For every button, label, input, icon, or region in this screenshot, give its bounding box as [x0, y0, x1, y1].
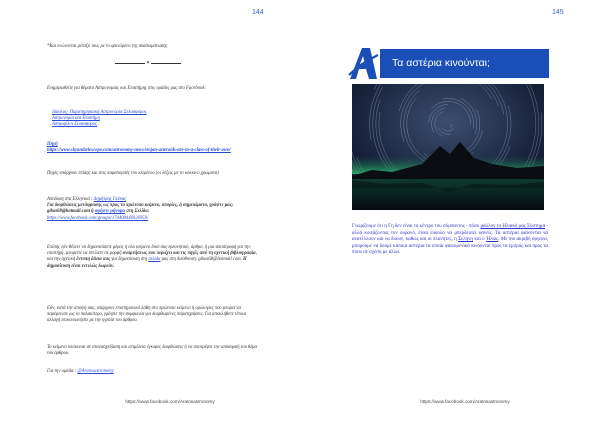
body-text-1: Γνωρίζουμε ότι η Γη δεν είναι το κέντρο του σύμπαντος - πόσο	[352, 224, 481, 229]
team-prefix: Για την ομάδα :	[47, 369, 78, 374]
sun-link[interactable]: Ήλιος	[486, 237, 499, 243]
translation-credits	[47, 197, 242, 222]
publish-info	[47, 245, 259, 270]
source-block	[47, 142, 269, 154]
facebook-group-url[interactable]: https://www.facebook.com/groups/174408446026959/	[47, 215, 149, 221]
source-url-link[interactable]: https://www.skyandtelescope.com/astronomy-news/trojan-asteroids-are-in-a-class-of-their-own/	[47, 148, 231, 154]
facebook-groups-list	[52, 110, 252, 129]
aratos-logo-icon	[347, 45, 380, 81]
section-separator: *	[115, 61, 181, 67]
source-label: Πηγή	[47, 142, 58, 147]
body-text-2: - αλλά κοιτάζοντας τον ουρανό, είναι εύκολο να μπερδευτεί κανείς. Τα αστέρια φαίνονται να ανατέλλουν και να δύουν, καθώς και οι πλανήτες, η	[352, 224, 548, 243]
publish-text-bold: αναρτήσεως που περιέχει και τις πηγές από τη σχετική βιβλιογραφία	[122, 251, 256, 257]
publish-text-4: μας στη διεύθυνση: gikas68@hotmail.com.	[160, 257, 243, 263]
translation-prefix: Απόδοση στα Ελληνικά :	[47, 197, 94, 202]
footer-left[interactable]: https://www.facebook.com/Aratosastronomy	[125, 399, 215, 404]
publish-text-bold3: Η δημοσίευση είναι εντελώς δωρεάν.	[47, 257, 247, 269]
star-trails-over-mountain-lake-icon	[352, 84, 544, 210]
body-text-3: και ο	[472, 237, 487, 243]
publish-text-bold2: έντυπη άδεια σας	[76, 257, 111, 263]
group-link-astronomy-science[interactable]: Αστρονομία και Επιστήμη	[52, 116, 100, 122]
corrections-text: Για διορθώσεις μετάφρασης ως προς το πρώτυπο κείμενο, απορίες, ή σημειώματα, γράψτε μας: gikas68@hotmail.com ή	[47, 203, 234, 215]
edit-note: Το κείμενο υπόκειται σε επανασχεδίαση και επιμέλεια έγκυρες διορθώσεις ή να αποτρέψει την απόσυρσή του θέμα του άρθρου.	[47, 345, 257, 357]
group-link-diavlos[interactable]: Δίαυλος- Παρατηρησιακή Αστρονομία Σελασφόρος	[52, 110, 147, 115]
footnote-text: *Και ενώνονται μεταξύ τους με το φαινόμενο της συσσωμάτωσης	[47, 44, 168, 49]
publish-text-2: , και την σχετική	[47, 251, 257, 263]
corrections-suffix: στη Σελίδα:	[125, 209, 150, 215]
group-link-astrofiloi[interactable]: Αστροφίλοι Σελασφόρος	[52, 122, 98, 128]
publish-text-1: Επίσης εάν θέλετε να δημοσιεύσετε μέρος ή όλο κείμενο δικό σας ερευνητικό, άρθρο, ή μια αποστροφή για την επιστήμη, μπορείτε να στείλετε σε μορφή	[47, 245, 251, 257]
solar-system-link[interactable]: μάλλον το Ηλιακό μας Σύστημα	[480, 224, 546, 229]
translator-link[interactable]: Δημήτρης Γκέκας	[93, 197, 127, 202]
disclaimer: Εάν, κατά την άποψή σας, υπάρχουν επιστημονικά λάθη στο πρώτυπο κείμενο ή ορολογίες που μπορεί να παρέμειναν ως το παλαιότερο, γράψτε την συμφωνία για διορθωμένες παρατηρήσεις. Για αποκλήθετε τέτοια αλλαγή επικοινωνήστε με την ηγεσία του άρθρου.	[47, 306, 247, 324]
footer-right[interactable]: https://www.facebook.com/Aratosastronomy	[420, 399, 510, 404]
source-note: Πηγές υπάρχουν επίσης και στις παραπομπές του κειμένου (οι λέξεις με το κόκκινο χρώματα)	[47, 171, 219, 176]
article-title: Τα αστέρια κινούνται;	[392, 57, 490, 69]
team-credit	[47, 369, 269, 375]
page-number-right: 145	[552, 9, 564, 16]
publish-text-3: για δημοσίευση στη	[110, 257, 149, 263]
page-number-left: 144	[252, 9, 264, 16]
publish-page-link[interactable]: σελίδα	[148, 257, 161, 263]
team-link[interactable]: @Aratosastronomy	[77, 369, 114, 374]
body-text-4: . Με πιο ακριβή όργανα, μπορούμε να δούμε κάποια αστέρια τα οποία φαινομενικά κινούνται προς τα εμπρός και προς τα πίσω σε σχέση με άλλα.	[352, 237, 548, 256]
moon-link[interactable]: Σελήνη	[458, 237, 473, 243]
corrections-link[interactable]: αφήστε μήνυμα	[94, 209, 126, 215]
newsletter-intro: Ενημερωθείτε για θέματα Αστρονομίας και Επιστήμης στις ομάδες μας στο Facebook:	[47, 86, 207, 91]
article-body	[352, 224, 548, 257]
